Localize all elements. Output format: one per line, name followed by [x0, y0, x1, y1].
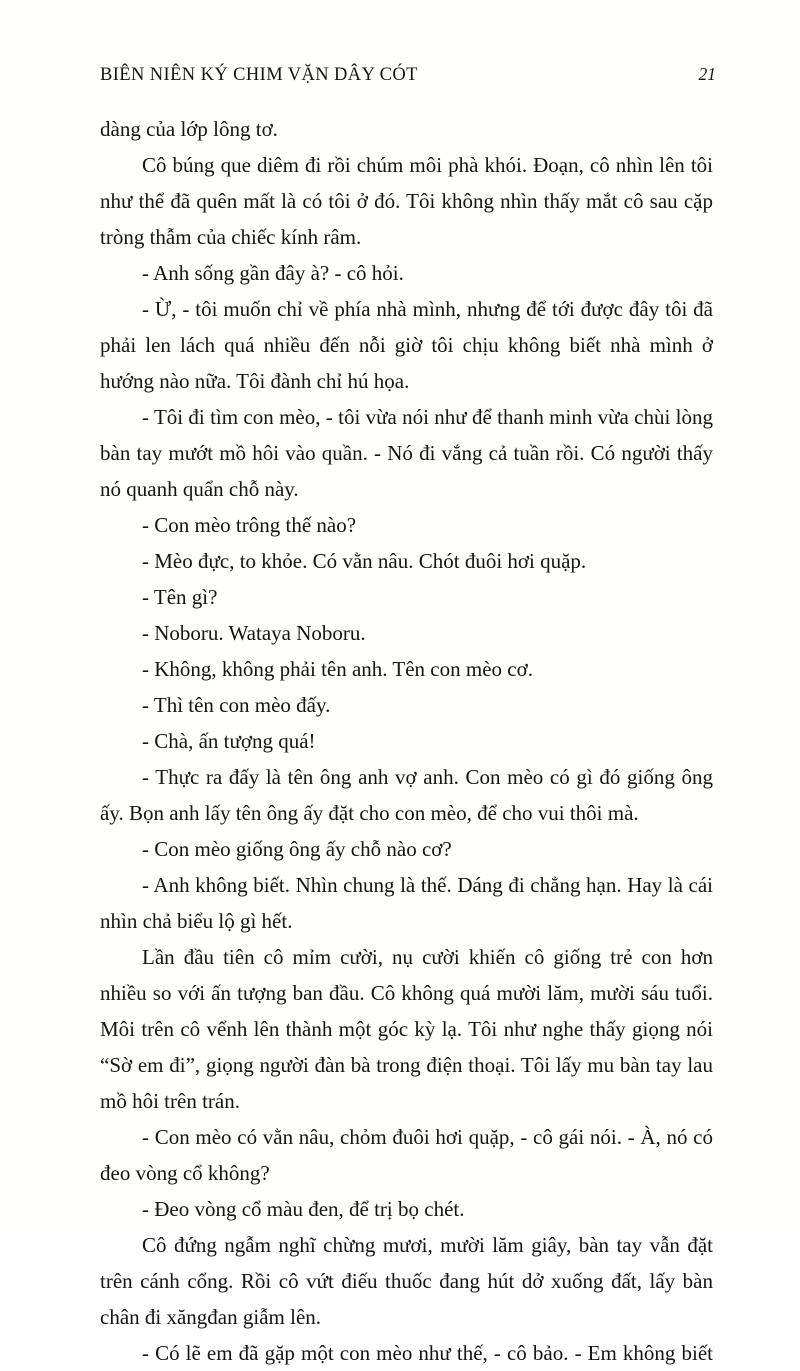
body-paragraph: - Thực ra đấy là tên ông anh vợ anh. Con mèo có gì đó giống ông ấy. Bọn anh lấy tên ông ấy đặt cho con mèo, để cho vui thôi mà.: [100, 765, 713, 825]
body-paragraph: - Anh sống gần đây à? - cô hỏi.: [142, 261, 404, 285]
body-paragraph: Lần đầu tiên cô mỉm cười, nụ cười khiến cô giống trẻ con hơn nhiều so với ấn tượng ban đầu. Cô không quá mười lăm, mười sáu tuổi. Môi trên cô vểnh lên thành một góc kỳ lạ. Tôi như nghe thấy giọng nói “Sờ em đi”, giọng người đàn bà trong điện thoại. Tôi lấy mu bàn tay lau mồ hôi trên trán.: [100, 945, 713, 1113]
body-paragraph: - Chà, ấn tượng quá!: [142, 729, 316, 753]
running-title: BIÊN NIÊN KÝ CHIM VẶN DÂY CÓT: [100, 65, 418, 85]
page-header: [100, 64, 716, 86]
body-paragraph: - Mèo đực, to khỏe. Có vằn nâu. Chót đuôi hơi quặp.: [142, 549, 587, 573]
body-paragraph: - Tên gì?: [142, 585, 218, 609]
body-paragraph: - Có lẽ em đã gặp một con mèo như thế, - cô bảo. - Em không biết: [142, 1341, 713, 1365]
page-body: [100, 111, 713, 1371]
body-paragraph: - Noboru. Wataya Noboru.: [142, 621, 366, 645]
body-paragraph: dàng của lớp lông tơ.: [100, 117, 278, 141]
body-paragraph: - Đeo vòng cổ màu đen, để trị bọ chét.: [142, 1197, 465, 1221]
body-paragraph: - Con mèo giống ông ấy chỗ nào cơ?: [142, 837, 452, 861]
body-paragraph: - Con mèo trông thế nào?: [142, 513, 357, 537]
body-paragraph: - Con mèo có vằn nâu, chỏm đuôi hơi quặp, - cô gái nói. - À, nó có đeo vòng cổ không?: [100, 1125, 713, 1185]
body-paragraph: - Ừ, - tôi muốn chỉ về phía nhà mình, nhưng để tới được đây tôi đã phải len lách quá nhiều đến nỗi giờ tôi chịu không biết nhà mình ở hướng nào nữa. Tôi đành chỉ hú họa.: [100, 297, 713, 393]
body-paragraph: - Thì tên con mèo đấy.: [142, 693, 331, 717]
body-paragraph: Cô búng que diêm đi rồi chúm môi phà khói. Đoạn, cô nhìn lên tôi như thể đã quên mất là có tôi ở đó. Tôi không nhìn thấy mắt cô sau cặp tròng thẫm của chiếc kính râm.: [100, 153, 713, 249]
body-paragraph: - Anh không biết. Nhìn chung là thế. Dáng đi chẳng hạn. Hay là cái nhìn chả biểu lộ gì hết.: [100, 873, 713, 933]
page-number: 21: [698, 64, 716, 84]
body-paragraph: - Tôi đi tìm con mèo, - tôi vừa nói như để thanh minh vừa chùi lòng bàn tay mướt mồ hôi vào quần. - Nó đi vắng cả tuần rồi. Có người thấy nó quanh quẩn chỗ này.: [100, 405, 713, 501]
body-paragraph: Cô đứng ngẫm nghĩ chừng mươi, mười lăm giây, bàn tay vẫn đặt trên cánh cổng. Rồi cô vứt điếu thuốc đang hút dở xuống đất, lấy bàn chân đi xăngđan giẫm lên.: [100, 1233, 713, 1329]
body-paragraph: - Không, không phải tên anh. Tên con mèo cơ.: [142, 657, 533, 681]
